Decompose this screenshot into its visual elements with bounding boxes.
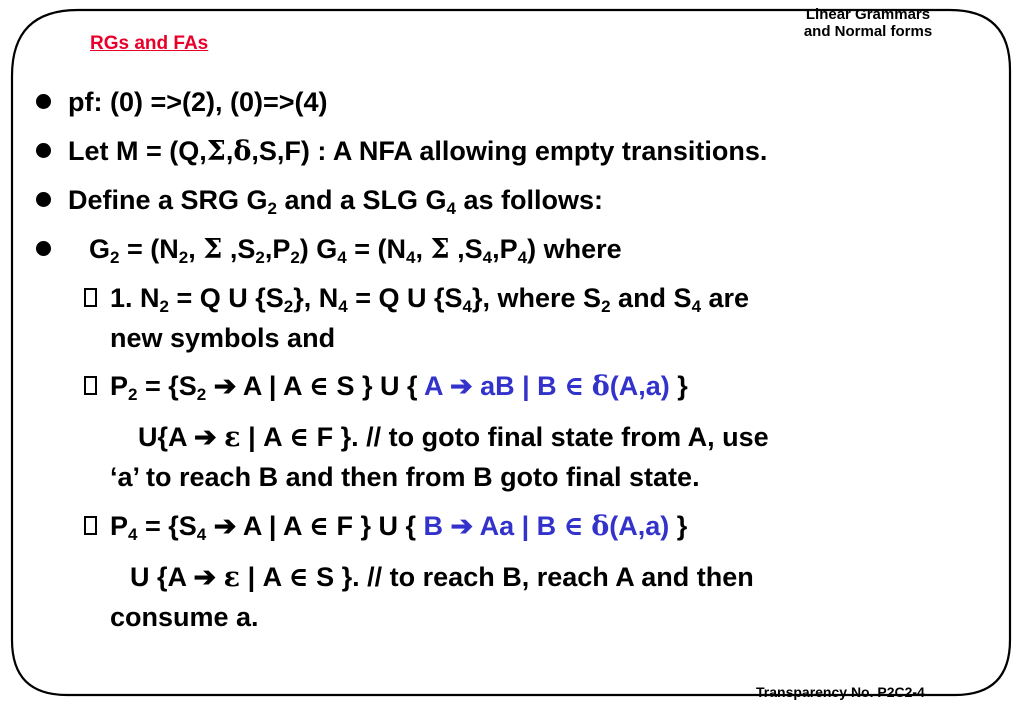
text: = {S [137,371,197,401]
text: }, N [293,283,339,313]
subscript: 4 [446,199,457,218]
arrow-right-icon: ➔ [213,511,237,542]
text: A | A [236,511,309,541]
sub-item-2-line2 [138,418,769,457]
text: | A [240,422,290,452]
corner-title [762,6,974,40]
text: G [89,234,111,264]
text: }, where S [472,283,602,313]
text: (A,a) [609,371,670,401]
text: F } U { [328,511,424,541]
subscript: 4 [196,525,207,544]
text: ) where [527,234,622,264]
text: ,S [222,234,256,264]
bullet-1 [68,83,328,121]
text: Aa | B [473,511,564,541]
text: F }. // to goto final state from A, use [309,422,769,452]
text: , [225,136,234,166]
text: = Q U {S [169,283,284,313]
subscript: 2 [178,248,189,267]
arrow-right-icon: ➔ [213,371,237,402]
subscript: 4 [337,248,347,267]
sub-item-3 [110,507,687,546]
slide-title: RGs and FAs [90,33,209,54]
subscript: 2 [196,385,207,404]
subscript: 2 [128,385,138,404]
sigma-symbol: Σ [203,234,223,265]
arrow-right-icon: ➔ [194,422,217,453]
footer-transparency-number: Transparency No. P2C2-4 [756,684,925,700]
element-of-symbol: ∈ [308,511,329,542]
text: = (N [346,234,407,264]
subscript: 2 [283,297,294,316]
subscript: 4 [462,297,473,316]
subscript: 2 [159,297,169,316]
epsilon-symbol: ε [223,562,241,593]
text: A | A [236,371,309,401]
text: A [423,371,450,401]
corner-title-line2: and Normal forms [803,23,933,40]
sub-bullet-box-icon [84,288,97,307]
text: and S [610,283,692,313]
element-of-symbol: ∈ [563,511,584,542]
bullet-dot [36,143,51,158]
bullet-2 [68,132,767,171]
subscript: 4 [482,248,493,267]
text: P [110,371,129,401]
bullet-4 [89,230,622,269]
bullet-3 [68,181,603,219]
text: S } U { [328,371,424,401]
text: 1. N [110,283,160,313]
sub-item-3-line3: consume a. [110,602,259,632]
subscript: 4 [691,297,702,316]
element-of-symbol: ∈ [289,422,310,453]
delta-symbol: δ [233,136,252,167]
epsilon-symbol: ε [224,422,241,453]
subscript: 2 [267,199,278,218]
text: | A [240,562,289,592]
text: ,P [492,234,518,264]
text: , [415,234,431,264]
sub-item-3-line2 [130,558,754,597]
sub-bullet-box-icon [84,376,97,395]
text: ) G [299,234,338,264]
arrow-right-icon: ➔ [450,511,474,542]
element-of-symbol: ∈ [288,562,309,593]
text: B [423,511,451,541]
subscript: 4 [338,297,348,316]
sub-item-2 [110,367,688,406]
text: are [701,283,750,313]
text: ,S,F) : A NFA allowing empty transitions. [251,136,768,166]
subscript: 2 [601,297,611,316]
subscript: 2 [110,248,120,267]
text: and a SLG G [277,185,447,215]
delta-symbol: δ [591,511,610,542]
arrow-right-icon: ➔ [193,562,217,593]
bullet-dot [36,94,51,109]
sub-item-1-line2: new symbols and [110,323,336,353]
element-of-symbol: ∈ [564,371,585,402]
subscript: 2 [290,248,300,267]
text: aB | B [472,371,565,401]
subscript: 2 [255,248,265,267]
text: as follows: [456,185,604,215]
text: (A,a) [609,511,670,541]
subscript: 4 [517,248,528,267]
text: , [188,234,204,264]
text: Let M = (Q, [68,136,207,166]
text: ,P [264,234,291,264]
text: } [669,371,688,401]
text: P [110,511,129,541]
text: } [669,511,688,541]
subscript: 4 [406,248,416,267]
text: Define a SRG G [68,185,268,215]
text: = (N [119,234,179,264]
text: U{A [138,422,195,452]
sub-item-2-line3: ‘a’ to reach B and then from B goto final state. [110,462,700,492]
subscript: 4 [128,525,138,544]
sub-item-1 [110,279,749,317]
delta-symbol: δ [591,371,610,402]
text: ,S [449,234,483,264]
text: U {A [130,562,194,592]
text: = Q U {S [347,283,463,313]
element-of-symbol: ∈ [308,371,329,402]
text: = {S [137,511,197,541]
bullet-dot [36,192,51,207]
arrow-right-icon: ➔ [449,371,473,402]
sub-bullet-box-icon [84,516,97,535]
bullet-dot [36,241,51,256]
bullet-1-text: pf: (0) =>(2), (0)=>(4) [68,87,328,117]
sigma-symbol: Σ [206,136,226,167]
text: S }. // to reach B, reach A and then [308,562,754,592]
corner-title-line1: Linear Grammars [805,6,931,23]
sigma-symbol: Σ [430,234,450,265]
